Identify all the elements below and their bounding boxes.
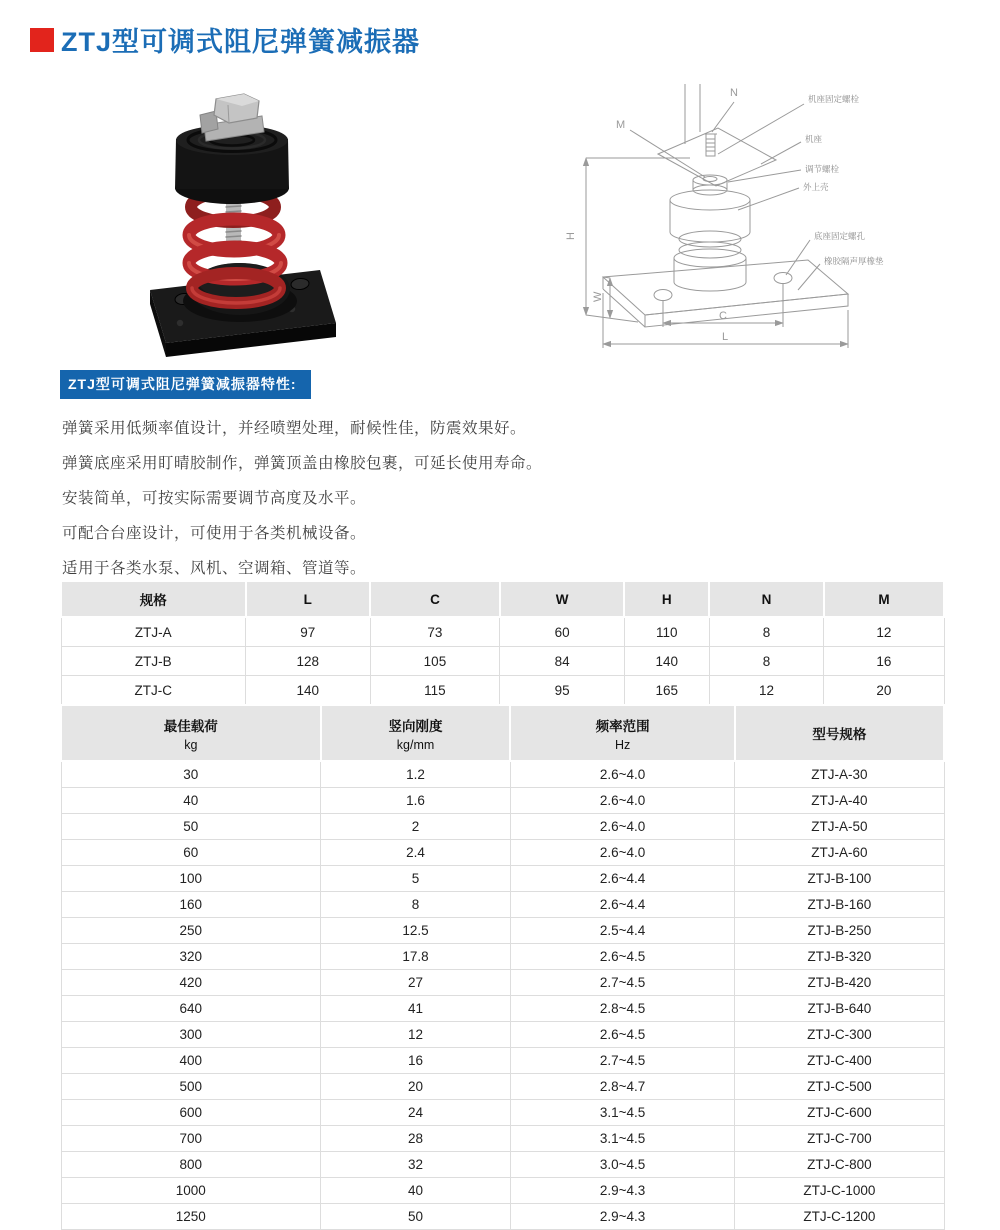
table-cell: ZTJ-B-320 xyxy=(735,944,944,970)
table-cell: ZTJ-C-800 xyxy=(735,1152,944,1178)
hex-bolt xyxy=(200,94,264,141)
table-cell: 97 xyxy=(246,617,371,647)
feature-item: 安装简单，可按实际需要调节高度及水平。 xyxy=(62,490,367,507)
col-header-stiffness xyxy=(321,705,511,761)
col-header-frequency xyxy=(510,705,734,761)
col-header-title: 竖向刚度 xyxy=(388,718,443,734)
table-cell: 2.6~4.4 xyxy=(510,892,734,918)
table-cell: 3.0~4.5 xyxy=(510,1152,734,1178)
table-cell: ZTJ-C xyxy=(61,676,246,705)
table-cell: 40 xyxy=(321,1178,511,1204)
table-cell: 24 xyxy=(321,1100,511,1126)
table-cell: 2 xyxy=(321,814,511,840)
table-cell: 160 xyxy=(61,892,321,918)
table-cell: ZTJ-C-400 xyxy=(735,1048,944,1074)
table-cell: 28 xyxy=(321,1126,511,1152)
table-row xyxy=(61,1152,944,1178)
table-cell: 115 xyxy=(370,676,500,705)
table-cell: 2.7~4.5 xyxy=(510,1048,734,1074)
table-row xyxy=(61,840,944,866)
table-cell: 73 xyxy=(370,617,500,647)
page-header xyxy=(30,20,420,59)
table-cell: 60 xyxy=(61,840,321,866)
table-row xyxy=(61,1048,944,1074)
col-header-load xyxy=(61,705,321,761)
col-header-unit: kg xyxy=(184,737,198,752)
table-row xyxy=(61,866,944,892)
table-cell: 50 xyxy=(61,814,321,840)
table-cell: ZTJ-C-600 xyxy=(735,1100,944,1126)
table-row xyxy=(61,647,944,676)
table-cell: 3.1~4.5 xyxy=(510,1100,734,1126)
table-cell: ZTJ-C-700 xyxy=(735,1126,944,1152)
table-row xyxy=(61,788,944,814)
part-label-adjust-bolt: 调节螺栓 xyxy=(805,164,840,174)
table-cell: 40 xyxy=(61,788,321,814)
table-cell: 27 xyxy=(321,970,511,996)
table-cell: 110 xyxy=(624,617,709,647)
table-cell: 12.5 xyxy=(321,918,511,944)
table-cell: 1000 xyxy=(61,1178,321,1204)
table-cell: 300 xyxy=(61,1022,321,1048)
table-cell: ZTJ-B-640 xyxy=(735,996,944,1022)
table-cell: 128 xyxy=(246,647,371,676)
dim-label-h: H xyxy=(565,232,577,240)
col-header-c: C xyxy=(370,581,500,617)
table-row xyxy=(61,996,944,1022)
col-header-title: 最佳载荷 xyxy=(163,718,218,734)
dimension-table xyxy=(60,580,945,705)
table-cell: 2.9~4.3 xyxy=(510,1178,734,1204)
table-cell: 420 xyxy=(61,970,321,996)
dim-label-c: C xyxy=(719,310,727,322)
table-cell: 95 xyxy=(500,676,625,705)
features-section xyxy=(60,370,660,591)
col-header-model xyxy=(735,705,944,761)
col-header-title: 频率范围 xyxy=(595,718,650,734)
dim-label-m: M xyxy=(616,119,626,131)
technical-drawing xyxy=(558,82,995,369)
table-cell: ZTJ-A-50 xyxy=(735,814,944,840)
feature-item: 弹簧采用低频率值设计，并经喷塑处理，耐候性佳，防震效果好。 xyxy=(62,420,527,437)
table-cell: ZTJ-B-420 xyxy=(735,970,944,996)
dim-label-w: W xyxy=(592,291,604,302)
table-cell: ZTJ-C-1200 xyxy=(735,1204,944,1230)
table-cell: 2.6~4.0 xyxy=(510,761,734,788)
table-cell: 2.6~4.5 xyxy=(510,1022,734,1048)
dim-label-l: L xyxy=(722,331,729,343)
table-cell: 600 xyxy=(61,1100,321,1126)
feature-item: 适用于各类水泵、风机、空调箱、管道等。 xyxy=(62,560,367,577)
col-header-m: M xyxy=(824,581,944,617)
table-cell: ZTJ-B-100 xyxy=(735,866,944,892)
red-square-bullet-icon xyxy=(30,28,54,52)
table-cell: 5 xyxy=(321,866,511,892)
table-cell: 2.6~4.4 xyxy=(510,866,734,892)
part-label-base-fixing-bolt: 机座固定螺栓 xyxy=(808,94,860,104)
table-cell: 800 xyxy=(61,1152,321,1178)
col-header-spec: 规格 xyxy=(61,581,246,617)
table-cell: 2.6~4.5 xyxy=(510,944,734,970)
specification-table xyxy=(60,704,945,1230)
table-cell: 12 xyxy=(321,1022,511,1048)
table-cell: 8 xyxy=(709,617,824,647)
table-row xyxy=(61,1100,944,1126)
table-cell: 30 xyxy=(61,761,321,788)
feature-item: 弹簧底座采用盯晴胶制作，弹簧顶盖由橡胶包裹，可延长使用寿命。 xyxy=(62,455,543,472)
table-cell: ZTJ-B xyxy=(61,647,246,676)
table-cell: 100 xyxy=(61,866,321,892)
table-cell: 140 xyxy=(624,647,709,676)
features-header: ZTJ型可调式阻尼弹簧减振器特性: xyxy=(60,370,311,399)
part-label-machine-base: 机座 xyxy=(805,134,823,144)
table-cell: ZTJ-C-1000 xyxy=(735,1178,944,1204)
page-title: ZTJ型可调式阻尼弹簧减振器 xyxy=(61,27,421,57)
col-header-unit: kg/mm xyxy=(396,737,435,752)
table-cell: 165 xyxy=(624,676,709,705)
technical-drawing-svg xyxy=(558,82,995,369)
table-row xyxy=(61,1178,944,1204)
table-cell: 2.4 xyxy=(321,840,511,866)
col-header-h: H xyxy=(624,581,709,617)
dimension-table-body xyxy=(61,617,944,705)
table-cell: ZTJ-C-500 xyxy=(735,1074,944,1100)
table-cell: ZTJ-A xyxy=(61,617,246,647)
col-header-l: L xyxy=(246,581,371,617)
table-cell: 250 xyxy=(61,918,321,944)
table-cell: 700 xyxy=(61,1126,321,1152)
table-cell: 8 xyxy=(709,647,824,676)
feature-item: 可配合台座设计，可使用于各类机械设备。 xyxy=(62,525,367,542)
table-cell: ZTJ-B-160 xyxy=(735,892,944,918)
table-row xyxy=(61,1074,944,1100)
table-cell: 2.6~4.0 xyxy=(510,840,734,866)
table-row xyxy=(61,1022,944,1048)
table-cell: 2.8~4.5 xyxy=(510,996,734,1022)
table-cell: ZTJ-A-60 xyxy=(735,840,944,866)
table-row xyxy=(61,761,944,788)
table-cell: 105 xyxy=(370,647,500,676)
table-cell: 2.9~4.3 xyxy=(510,1204,734,1230)
table-cell: 16 xyxy=(824,647,944,676)
table-cell: 16 xyxy=(321,1048,511,1074)
product-photo-svg xyxy=(120,85,435,367)
table-cell: 17.8 xyxy=(321,944,511,970)
table-row xyxy=(61,892,944,918)
table-cell: ZTJ-A-40 xyxy=(735,788,944,814)
product-photo xyxy=(120,85,435,367)
table-header-row xyxy=(61,705,944,761)
table-cell: 32 xyxy=(321,1152,511,1178)
table-cell: 2.6~4.0 xyxy=(510,788,734,814)
table-cell: 8 xyxy=(321,892,511,918)
table-cell: 1250 xyxy=(61,1204,321,1230)
specification-table-body xyxy=(61,761,944,1230)
table-cell: 3.1~4.5 xyxy=(510,1126,734,1152)
table-cell: 640 xyxy=(61,996,321,1022)
table-cell: 20 xyxy=(824,676,944,705)
col-header-n: N xyxy=(709,581,824,617)
table-cell: 1.2 xyxy=(321,761,511,788)
table-cell: 500 xyxy=(61,1074,321,1100)
table-cell: 320 xyxy=(61,944,321,970)
table-cell: 140 xyxy=(246,676,371,705)
table-cell: 2.5~4.4 xyxy=(510,918,734,944)
table-cell: ZTJ-B-250 xyxy=(735,918,944,944)
features-list xyxy=(60,416,660,578)
table-cell: 20 xyxy=(321,1074,511,1100)
part-label-outer-shell: 外上壳 xyxy=(803,182,829,192)
part-label-rubber-pad: 橡胶隔声厚橡垫 xyxy=(824,256,884,266)
table-cell: 12 xyxy=(709,676,824,705)
table-cell: 400 xyxy=(61,1048,321,1074)
table-cell: 2.8~4.7 xyxy=(510,1074,734,1100)
table-cell: 2.6~4.0 xyxy=(510,814,734,840)
table-row xyxy=(61,1204,944,1230)
table-row xyxy=(61,676,944,705)
table-row xyxy=(61,918,944,944)
table-cell: 12 xyxy=(824,617,944,647)
col-header-unit: Hz xyxy=(614,737,631,752)
table-cell: 50 xyxy=(321,1204,511,1230)
table-cell: 1.6 xyxy=(321,788,511,814)
part-label-base-screw-hole: 底座固定螺孔 xyxy=(814,231,866,241)
table-cell: 2.7~4.5 xyxy=(510,970,734,996)
table-cell: ZTJ-C-300 xyxy=(735,1022,944,1048)
col-header-title: 型号规格 xyxy=(812,727,867,742)
table-row xyxy=(61,617,944,647)
col-header-w: W xyxy=(500,581,625,617)
table-cell: 60 xyxy=(500,617,625,647)
table-row xyxy=(61,944,944,970)
table-cell: ZTJ-A-30 xyxy=(735,761,944,788)
table-cell: 84 xyxy=(500,647,625,676)
table-header-row xyxy=(61,581,944,617)
table-row xyxy=(61,814,944,840)
table-row xyxy=(61,1126,944,1152)
table-row xyxy=(61,970,944,996)
table-cell: 41 xyxy=(321,996,511,1022)
dim-label-n: N xyxy=(730,87,738,99)
